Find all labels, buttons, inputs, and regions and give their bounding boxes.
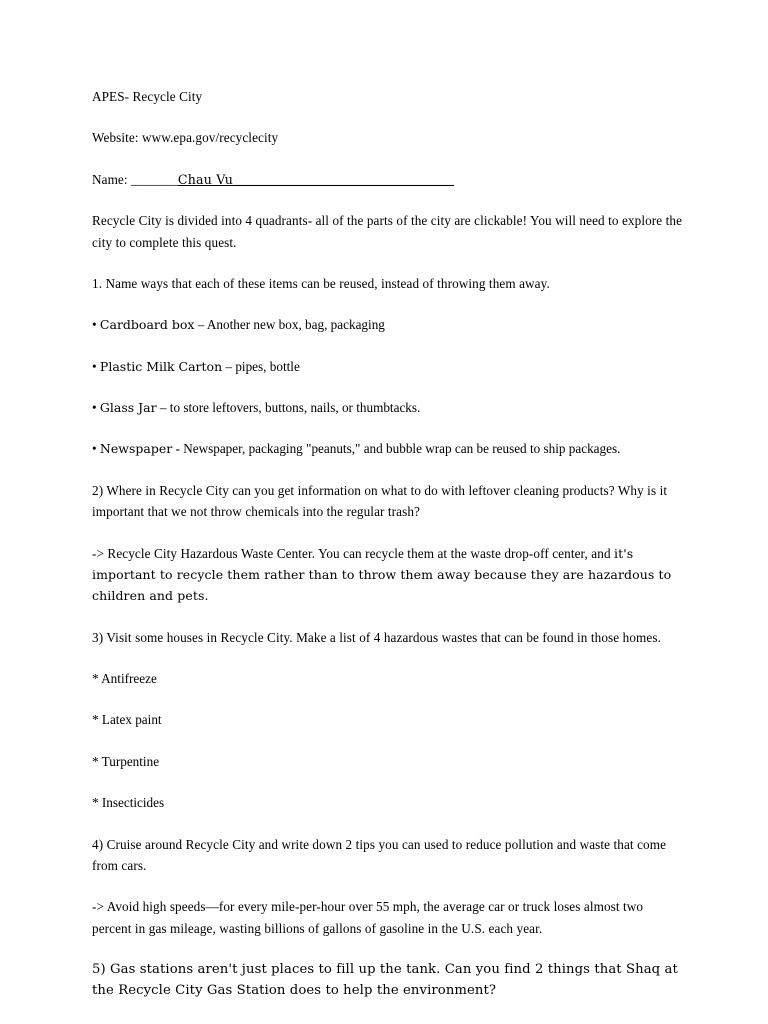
question-4: 4) Cruise around Recycle City and write down 2 tips you can used to reduce pollution and waste that come from cars. (92, 836, 667, 873)
name-label: Name: _______ (92, 171, 178, 187)
list-item: * Antifreeze (92, 671, 157, 687)
website-line: Website: www.epa.gov/recyclecity (92, 130, 279, 146)
document-body (92, 86, 684, 1002)
question-5: 5) Gas stations aren't just places to fill up the tank. Can you find 2 things that Shaq at the Recycle City Gas Station does to help the environment? (92, 962, 678, 999)
answer-2-part-1: -> Recycle City Hazardous Waste Center. You can recycle them at the waste drop-off center, and (92, 545, 615, 561)
bullet-marker: • (92, 358, 100, 374)
item-answer: – to store leftovers, buttons, nails, or thumbtacks. (156, 400, 421, 416)
bullet-marker: • (92, 317, 100, 333)
question-1: 1. Name ways that each of these items can be reused, instead of throwing them away. (92, 275, 550, 291)
item-term: Cardboard box (99, 317, 195, 333)
list-item: * Latex paint (92, 712, 162, 728)
list-item: * Insecticides (92, 795, 165, 811)
item-answer: - Newspaper, packaging "peanuts," and bubble wrap can be reused to ship packages. (172, 441, 621, 457)
document-title: APES- Recycle City (92, 89, 203, 104)
item-term: Newspaper (99, 441, 173, 457)
item-answer: – pipes, bottle (222, 358, 300, 374)
list-item (92, 438, 684, 459)
answer-2 (92, 543, 684, 607)
item-answer: – Another new box, bag, packaging (194, 317, 385, 333)
answer-2-part-2: it's important to recycle them rather than to throw them away because they are hazardous to children and pets. (92, 545, 672, 604)
list-item (92, 356, 684, 377)
list-item: * Turpentine (92, 753, 160, 769)
answer-4: -> Avoid high speeds—for every mile-per-hour over 55 mph, the average car or truck loses almost two percent in gas mileage, wasting billions of gallons of gasoline in the U.S. each year. (92, 899, 644, 936)
bullet-marker: • (92, 400, 100, 416)
name-value: Chau Vu (177, 171, 234, 187)
item-term: Glass Jar (99, 400, 157, 416)
list-item (92, 397, 684, 418)
list-item (92, 314, 684, 335)
name-trailing-rule: _________________________________ (233, 171, 454, 187)
bullet-marker: • (92, 441, 100, 457)
item-term: Plastic Milk Carton (99, 358, 223, 374)
question-2: 2) Where in Recycle City can you get information on what to do with leftover cleaning products? Why is it important that we not throw chemicals into the regular trash? (92, 482, 668, 520)
question-3: 3) Visit some houses in Recycle City. Make a list of 4 hazardous wastes that can be found in those homes. (92, 629, 661, 645)
name-line (92, 169, 684, 190)
intro-paragraph: Recycle City is divided into 4 quadrants- all of the parts of the city are clickable! You will need to explore the city to complete this quest. (92, 213, 683, 250)
